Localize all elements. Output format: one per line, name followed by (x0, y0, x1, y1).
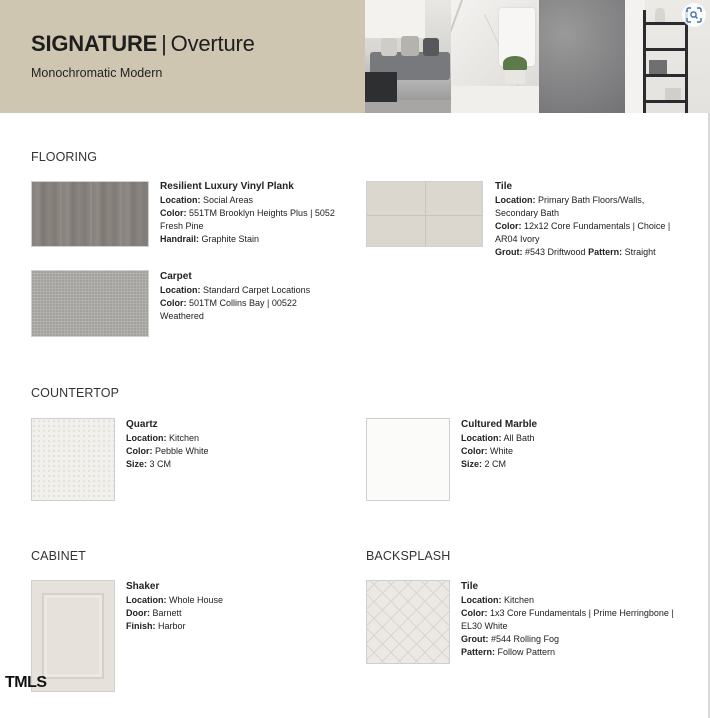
quartz-name: Quartz (126, 419, 158, 430)
shaker-finish: Harbor (158, 621, 186, 631)
cultured-marble-swatch (366, 418, 450, 501)
backsplash-tile-grout: #544 Rolling Fog (491, 634, 560, 644)
carpet-name: Carpet (160, 271, 192, 282)
lvp-swatch (31, 181, 149, 247)
lvp-handrail: Graphite Stain (201, 234, 260, 244)
carpet-swatch (31, 270, 149, 337)
floor-tile-spec: Tile Location: Primary Bath Floors/Walls, Secondary Bath Color: 12x12 Core Fundamentals | Choice | AR04 Ivory Grout: #543 Driftwood Pattern: Straight (495, 180, 685, 259)
cultured-marble-spec: Cultured Marble Location: All Bath Color: White Size: 2 CM (461, 418, 641, 471)
floor-tile-pattern: Straight (624, 247, 656, 257)
backsplash-tile-color: 1x3 Core Fundamentals | Prime Herringbone | EL30 White (461, 608, 674, 631)
carpet-location: Standard Carpet Locations (203, 285, 311, 295)
quartz-location: Kitchen (169, 433, 200, 443)
quartz-size: 3 CM (149, 459, 172, 469)
section-title-flooring: FLOORING (31, 150, 98, 164)
floor-tile-name: Tile (495, 181, 513, 192)
shaker-name: Shaker (126, 581, 160, 592)
brand-name: SIGNATURE (31, 31, 158, 56)
mls-logo: TMLS (5, 674, 47, 691)
scan-icon (686, 7, 702, 23)
carpet-spec: Carpet Location: Standard Carpet Locations Color: 501TM Collins Bay | 00522 Weathered (160, 270, 340, 323)
collection-name: Overture (170, 31, 255, 56)
floor-tile-swatch (366, 181, 483, 247)
shaker-location: Whole House (169, 595, 224, 605)
cultured-marble-name: Cultured Marble (461, 419, 538, 430)
floor-tile-grout: #543 Driftwood (525, 247, 586, 257)
cultured-marble-size: 2 CM (484, 459, 507, 469)
lvp-spec: Resilient Luxury Vinyl Plank Location: Social Areas Color: 551TM Brooklyn Heights Plus | 5052 Fresh Pine Handrail: Graphite Stain (160, 180, 350, 246)
cultured-marble-location: All Bath (503, 433, 535, 443)
brand-subtitle: Monochromatic Modern (31, 66, 163, 80)
section-title-cabinet: CABINET (31, 549, 86, 563)
floor-tile-location: Primary Bath Floors/Walls, Secondary Bath (495, 195, 645, 218)
lvp-location: Social Areas (203, 195, 254, 205)
backsplash-tile-pattern: Follow Pattern (497, 647, 556, 657)
floor-tile-color: 12x12 Core Fundamentals | Choice | AR04 Ivory (495, 221, 671, 244)
header-band (0, 0, 365, 113)
backsplash-tile-swatch (366, 580, 450, 664)
lvp-name: Resilient Luxury Vinyl Plank (160, 181, 294, 192)
shaker-spec: Shaker Location: Whole House Door: Barnett Finish: Harbor (126, 580, 306, 633)
scan-button[interactable] (682, 3, 706, 27)
brand-separator: | (161, 31, 167, 56)
shaker-door: Barnett (152, 608, 182, 618)
lvp-color: 551TM Brooklyn Heights Plus | 5052 Fresh Pine (160, 208, 335, 231)
cultured-marble-color: White (490, 446, 514, 456)
brand-title (31, 31, 255, 57)
backsplash-tile-name: Tile (461, 581, 479, 592)
backsplash-tile-spec: Tile Location: Kitchen Color: 1x3 Core Fundamentals | Prime Herringbone | EL30 White Grout: #544 Rolling Fog Pattern: Follow Pattern (461, 580, 691, 659)
living-room-photo (365, 0, 451, 113)
quartz-spec: Quartz Location: Kitchen Color: Pebble White Size: 3 CM (126, 418, 306, 471)
quartz-color: Pebble White (155, 446, 209, 456)
section-title-countertop: COUNTERTOP (31, 386, 120, 400)
section-title-backsplash: BACKSPLASH (366, 549, 451, 563)
quartz-swatch (31, 418, 115, 501)
marble-counter-photo (451, 0, 539, 113)
backsplash-tile-location: Kitchen (504, 595, 535, 605)
carpet-color: 501TM Collins Bay | 00522 Weathered (160, 298, 297, 321)
concrete-texture-photo (539, 0, 625, 113)
